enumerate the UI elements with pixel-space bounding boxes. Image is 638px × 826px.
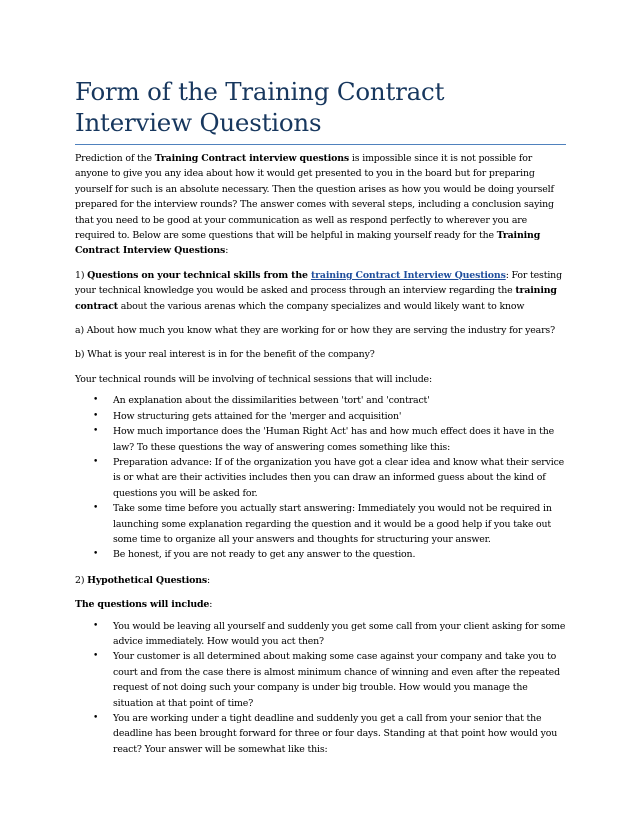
list-item-text: You are working under a tight deadline and suddenly you get a call from your senior that the deadline has been brought forward for three or four days. Standing at that point how would you react? Your answer will be somewhat like this: bbox=[113, 713, 558, 755]
intro-bold-1: Training Contract interview questions bbox=[154, 153, 350, 164]
list-item-text: How structuring gets attained for the 'merger and acquisition' bbox=[113, 410, 402, 422]
list-item-text: Preparation advance: If of the organization you have got a clear idea and know what their service is or what are their activities includes then you can draw an informed guess about the kind of questions you will be asked for. bbox=[113, 456, 565, 499]
list-item bbox=[93, 424, 566, 455]
intro-text-2: is impossible since it is not possible for anyone to give you any idea about how it would get presented to you in the board but for preparing yourself for such is an absolute necessary. Then the question arises as how you would be doing yourself prepared for the interview rounds? The answer comes with several steps, including a conclusion saying that you need to be good at your communication as well as respond perfectly to wherever you are required to. Below are some questions that will be helpful in making yourself ready for the bbox=[75, 153, 554, 242]
section-1-text-2: about the various arenas which the company specializes and would likely want to know bbox=[117, 300, 525, 312]
list-item-text: How much importance does the 'Human Right Act' has and how much effect does it have in the law? To these questions the way of answering comes something like this: bbox=[113, 426, 555, 453]
list-item bbox=[93, 619, 566, 650]
list-item-text: An explanation about the dissimilarities between 'tort' and 'contract' bbox=[113, 395, 430, 407]
document-title: Form of the Training Contract Interview Questions bbox=[75, 77, 445, 137]
bullet-icon: • bbox=[93, 410, 99, 421]
list-item bbox=[93, 455, 566, 501]
section-2-title: Hypothetical Questions bbox=[87, 574, 208, 586]
list-item bbox=[93, 501, 566, 547]
intro-text-1: Prediction of the bbox=[75, 153, 155, 164]
section-2-heading bbox=[75, 573, 566, 588]
intro-text-3: : bbox=[225, 245, 229, 257]
document-body bbox=[75, 151, 566, 757]
title-rule bbox=[75, 144, 566, 145]
section-1-bold-2: training contract bbox=[75, 285, 557, 312]
list-item bbox=[93, 547, 566, 562]
bullet-icon: • bbox=[93, 651, 99, 662]
bullet-icon: • bbox=[93, 456, 99, 467]
technical-bullets-list bbox=[75, 393, 566, 562]
section-1-text-1: : For testing your technical knowledge you would be asked and process through an interview regarding the bbox=[75, 269, 562, 297]
intro-bold-2: Training Contract Interview Questions bbox=[75, 230, 541, 257]
section-2-colon: : bbox=[207, 574, 211, 586]
questions-include-colon: : bbox=[209, 599, 213, 611]
bullet-icon: • bbox=[93, 503, 99, 514]
hypothetical-bullets-list bbox=[75, 619, 566, 758]
questions-include-heading bbox=[75, 597, 566, 612]
bullet-icon: • bbox=[93, 395, 99, 406]
training-contract-link[interactable]: training Contract Interview Questions bbox=[310, 269, 506, 281]
questions-include-title: The questions will include bbox=[75, 599, 210, 611]
list-item bbox=[93, 393, 566, 408]
bullet-icon: • bbox=[93, 426, 99, 437]
bullet-icon: • bbox=[93, 620, 99, 631]
question-b: b) What is your real interest is in for the benefit of the company? bbox=[75, 349, 375, 361]
intro-paragraph bbox=[75, 151, 566, 259]
list-item bbox=[93, 711, 566, 757]
section-1-number: 1) bbox=[75, 269, 88, 281]
question-a: a) About how much you know what they are working for or how they are serving the industry for years? bbox=[75, 325, 555, 337]
section-2-number: 2) bbox=[75, 574, 88, 586]
list-item-text: You would be leaving all yourself and suddenly you get some call from your client asking for some advice immediately. How would you act then? bbox=[113, 620, 566, 647]
bullet-icon: • bbox=[93, 713, 99, 723]
list-item-text: Be honest, if you are not ready to get any answer to the question. bbox=[113, 549, 416, 561]
list-item bbox=[93, 409, 566, 424]
bullet-icon: • bbox=[93, 549, 99, 560]
list-item-text: Your customer is all determined about making some case against your company and take you to court and from the case there is almost minimum chance of winning and even after the repeated request of not doing such your company is under big trouble. How would you manage the situation at that point of time? bbox=[113, 651, 560, 709]
list-item bbox=[93, 649, 566, 711]
technical-rounds-intro: Your technical rounds will be involving of technical sessions that will include: bbox=[75, 373, 432, 385]
section-1-paragraph bbox=[75, 268, 566, 314]
section-1-heading: Questions on your technical skills from the bbox=[87, 269, 311, 281]
list-item-text: Take some time before you actually start answering: Immediately you would not be required in launching some explanation regarding the question and it would be a good help if you take out some time to organize all your answers and thoughts for structuring your answer. bbox=[113, 503, 552, 545]
